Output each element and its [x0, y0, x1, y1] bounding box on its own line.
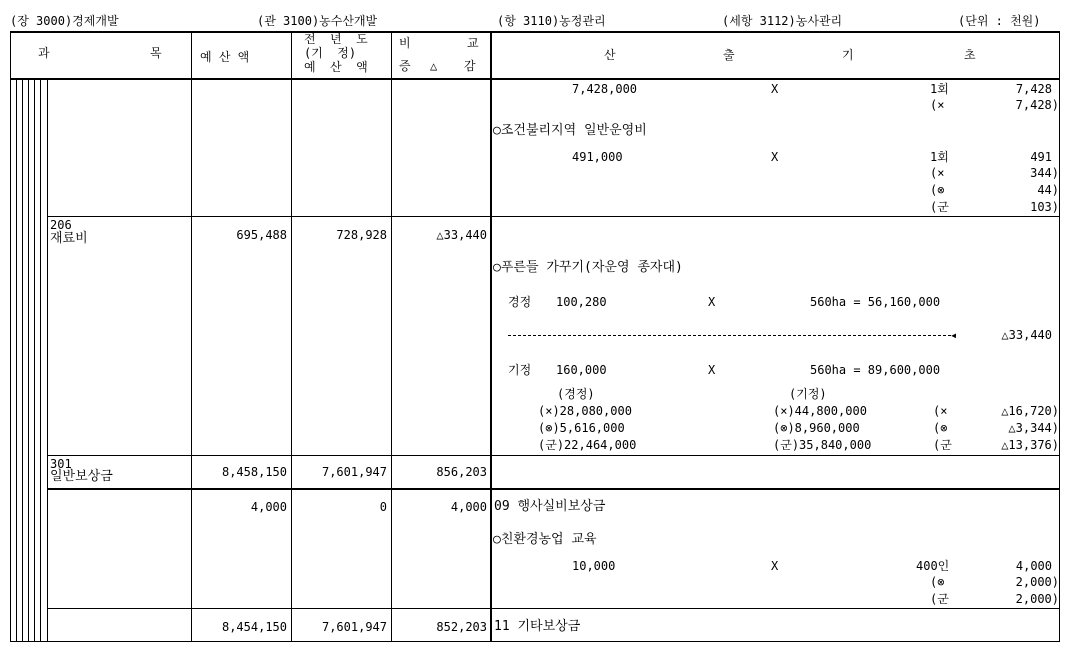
- item-name: 일반보상금: [50, 469, 113, 484]
- calc-multiply: X: [708, 295, 716, 309]
- col-divider: [191, 31, 192, 642]
- funding-value: 7,428): [1015, 98, 1059, 112]
- calc-quantity: 1회: [930, 82, 949, 96]
- item-code: 301: [50, 457, 72, 471]
- table-bottom-border: [10, 641, 1060, 642]
- header-compare-top-left: 비: [399, 36, 411, 50]
- header-prev-line2: (기 정): [304, 46, 357, 60]
- funding-source: (군: [930, 200, 949, 214]
- col-divider: [490, 31, 492, 642]
- calc-amount: 100,280: [556, 295, 607, 309]
- funding-source: (×: [930, 166, 945, 180]
- split-value: (군)22,464,000: [538, 438, 637, 452]
- funding-value: 2,000): [1015, 592, 1059, 606]
- diff-value: △33,440: [1001, 328, 1052, 342]
- tree-line: [22, 79, 23, 641]
- funding-source: (군: [930, 592, 949, 606]
- calc-value: 7,428: [1015, 82, 1052, 96]
- tree-line: [40, 79, 41, 641]
- calc-multiply: X: [771, 559, 779, 573]
- funding-value: △13,376): [1001, 438, 1059, 452]
- split-value: (×)28,080,000: [538, 404, 632, 418]
- funding-source: (⊗: [930, 183, 945, 197]
- arrow-head-icon: ◂: [950, 328, 958, 342]
- row-divider: [47, 455, 1060, 456]
- split-header: (기정): [789, 387, 827, 401]
- calc-label: 경정: [508, 295, 532, 309]
- dashed-arrow-line: [508, 335, 956, 336]
- table-right-border: [1059, 31, 1060, 642]
- item-title: ○조건불리지역 일반운영비: [493, 123, 647, 138]
- funding-source: (⊗: [933, 421, 948, 435]
- header-subject-left: 과: [38, 46, 50, 60]
- funding-source: (⊗: [930, 575, 945, 589]
- funding-value: 344): [1030, 166, 1059, 180]
- diff-value: △33,440: [436, 228, 487, 242]
- diff-value: 852,203: [436, 620, 487, 634]
- calc-amount: 10,000: [572, 559, 616, 573]
- calc-result: 560ha = 56,160,000: [810, 295, 941, 309]
- calc-multiply: X: [708, 363, 716, 377]
- calc-quantity: 400인: [916, 559, 950, 573]
- header-prev-line3: 예 산 액: [304, 60, 368, 74]
- header-basis-3: 기: [842, 48, 854, 62]
- header-compare-bot-right: 감: [464, 59, 476, 73]
- sehang-label: (세항 3112)농사관리: [722, 14, 843, 28]
- item-subtitle: ○친환경농업 교육: [493, 532, 597, 547]
- calc-multiply: X: [771, 150, 779, 164]
- budget-value: 8,454,150: [221, 620, 287, 634]
- split-value: (⊗)8,960,000: [773, 421, 860, 435]
- header-basis-1: 산: [604, 48, 616, 62]
- prev-budget-value: 728,928: [336, 228, 387, 242]
- header-budget: 예 산 액: [200, 50, 250, 64]
- tree-line: [34, 79, 35, 641]
- tree-line: [47, 79, 48, 641]
- budget-value: 695,488: [236, 228, 287, 242]
- item-title: 11 기타보상금: [494, 619, 581, 634]
- item-title: ○푸른들 가꾸기(자운영 종자대): [493, 260, 683, 275]
- calc-quantity: 1회: [930, 150, 949, 164]
- header-compare-bot-mid: △: [430, 59, 438, 73]
- split-header: (경정): [557, 387, 595, 401]
- calc-label: 기정: [508, 363, 532, 377]
- calc-result: 560ha = 89,600,000: [810, 363, 941, 377]
- diff-value: 856,203: [436, 465, 487, 479]
- header-compare-bot-left: 증: [399, 59, 411, 73]
- header-basis-2: 출: [723, 48, 735, 62]
- split-value: (×)44,800,000: [773, 404, 867, 418]
- item-name: 재료비: [50, 231, 88, 246]
- row-divider: [47, 608, 1060, 609]
- header-basis-4: 초: [964, 48, 976, 62]
- prev-budget-value: 0: [379, 500, 387, 514]
- row-divider: [47, 488, 1060, 490]
- hang-label: (항 3110)농정관리: [497, 14, 606, 28]
- budget-value: 8,458,150: [221, 465, 287, 479]
- header-subject-right: 목: [150, 46, 162, 60]
- col-divider: [391, 31, 392, 642]
- calc-amount: 491,000: [572, 150, 623, 164]
- calc-amount: 160,000: [556, 363, 607, 377]
- tree-line: [16, 79, 17, 641]
- table-top-border: [10, 31, 1060, 33]
- jang-label: (장 3000)경제개발: [10, 14, 119, 28]
- diff-value: 4,000: [450, 500, 487, 514]
- budget-value: 4,000: [250, 500, 287, 514]
- calc-amount: 7,428,000: [572, 82, 638, 96]
- calc-multiply: X: [771, 82, 779, 96]
- funding-source: (×: [930, 98, 945, 112]
- split-value: (군)35,840,000: [773, 438, 872, 452]
- col-divider: [291, 31, 292, 642]
- calc-value: 4,000: [1015, 559, 1052, 573]
- header-bottom-border: [10, 78, 1060, 80]
- prev-budget-value: 7,601,947: [321, 620, 387, 634]
- table-left-border: [10, 31, 11, 642]
- funding-value: 44): [1037, 183, 1059, 197]
- funding-value: 2,000): [1015, 575, 1059, 589]
- funding-source: (×: [933, 404, 948, 418]
- row-divider: [47, 216, 1060, 217]
- funding-source: (군: [933, 438, 952, 452]
- tree-line: [28, 79, 29, 641]
- split-value: (⊗)5,616,000: [538, 421, 625, 435]
- funding-value: 103): [1030, 200, 1059, 214]
- item-code: 206: [50, 218, 72, 232]
- calc-value: 491: [1030, 150, 1052, 164]
- header-compare-top-right: 교: [467, 36, 479, 50]
- header-prev-line1: 전 년 도: [304, 32, 368, 46]
- item-title: 09 행사실비보상금: [494, 499, 606, 514]
- funding-value: △3,344): [1008, 421, 1059, 435]
- funding-value: △16,720): [1001, 404, 1059, 418]
- prev-budget-value: 7,601,947: [321, 465, 387, 479]
- gwan-label: (관 3100)농수산개발: [257, 14, 378, 28]
- unit-label: (단위 : 천원): [958, 14, 1041, 28]
